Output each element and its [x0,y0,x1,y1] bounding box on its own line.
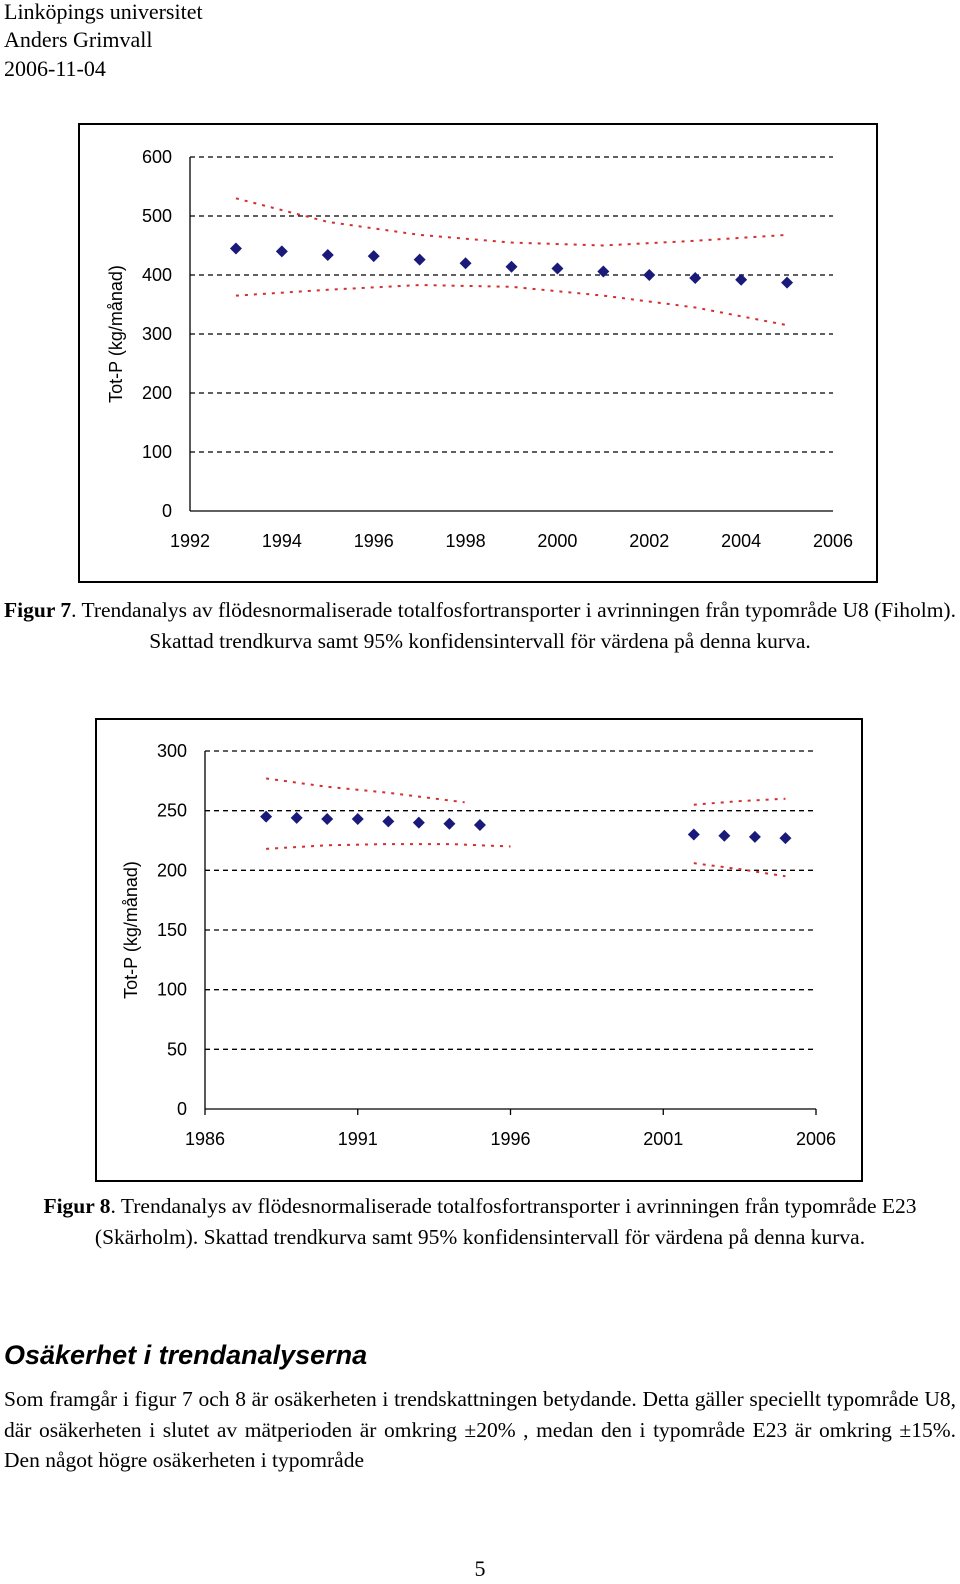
confidence-limit-line [266,778,465,802]
figure-8-chart [95,718,863,1182]
figure-8-plot [97,720,861,1180]
x-tick-label: 2006 [795,1129,837,1149]
page-number: 5 [474,1556,486,1581]
figure-7-label: Figur 7 [4,598,72,622]
y-axis-title: Tot-P (kg/månad) [106,265,126,403]
data-point-diamond [414,254,426,266]
figure-8-caption [4,1191,956,1253]
y-tick-label: 200 [156,860,187,881]
y-tick-label: 300 [156,741,187,761]
x-tick-label: 1991 [337,1129,378,1149]
figure-7-caption [4,595,956,657]
header-institution: Linköpings universitet [4,0,203,24]
data-point-diamond [749,831,761,843]
y-axis-title: Tot-P (kg/månad) [121,861,141,999]
figure-8-caption-text: . Trendanalys av flödesnormaliserade totalfosfortransporter i avrinningen från typområde E23 (Skärholm). Skattad trendkurva samt 95% konfidensintervall för värdena på denna kurva. [94,1194,917,1249]
y-tick-label: 250 [156,800,187,821]
section-heading: Osäkerhet i trendanalyserna [4,1340,368,1370]
data-point-diamond [506,261,518,273]
y-tick-label: 600 [141,147,172,167]
confidence-limit-line [266,844,510,849]
data-point-diamond [597,265,609,277]
x-tick-label: 1986 [184,1129,226,1149]
figure-7-chart [78,123,878,583]
y-tick-label: 300 [141,324,172,344]
confidence-limit-line [236,198,787,245]
data-point-diamond [781,277,793,289]
x-tick-label: 1994 [261,531,302,551]
y-tick-label: 0 [161,501,172,521]
data-point-diamond [291,812,303,824]
x-tick-label: 1998 [445,531,486,551]
header-author: Anders Grimvall [4,27,153,52]
x-tick-label: 2004 [721,531,762,551]
data-point-diamond [688,829,700,841]
x-tick-label: 2000 [537,531,578,551]
data-point-diamond [779,832,791,844]
figure-7-caption-text: . Trendanalys av flödesnormaliserade totalfosfortransporter i avrinningen från typområde U8 (Fiholm). Skattad trendkurva samt 95% konfidensintervall för värdena på denna kurva. [71,598,956,653]
confidence-limit-line [236,285,787,325]
x-tick-label: 1992 [169,531,211,551]
confidence-limit-line [694,863,786,876]
data-point-diamond [718,830,730,842]
data-point-diamond [460,257,472,269]
data-point-diamond [368,250,380,262]
y-tick-label: 0 [176,1099,187,1119]
data-point-diamond [474,819,486,831]
y-tick-label: 200 [141,383,172,403]
y-tick-label: 50 [166,1039,187,1060]
data-point-diamond [643,269,655,281]
y-tick-label: 400 [141,265,172,285]
data-point-diamond [413,817,425,829]
x-tick-label: 2001 [643,1129,684,1149]
data-point-diamond [230,242,242,254]
body-paragraph: Som framgår i figur 7 och 8 är osäkerheten i trendskattningen betydande. Detta gäller speciellt typområde U8, där osäkerheten i slutet av mätperioden är omkring ±20% , medan den i typområde E23 är omkring ±15%. Den något högre osäkerheten i typområde [4,1387,956,1472]
y-tick-label: 500 [141,206,172,226]
data-point-diamond [443,818,455,830]
y-tick-label: 100 [156,979,187,1000]
data-point-diamond [382,815,394,827]
y-tick-label: 150 [156,920,187,940]
data-point-diamond [321,813,333,825]
x-tick-label: 2006 [812,531,854,551]
x-tick-label: 1996 [490,1129,531,1149]
data-point-diamond [735,274,747,286]
y-tick-label: 100 [141,442,172,462]
x-tick-label: 2002 [629,531,670,551]
figure-8-label: Figur 8 [43,1194,111,1218]
data-point-diamond [689,272,701,284]
confidence-limit-line [694,799,786,805]
header-date: 2006-11-04 [4,56,106,81]
data-point-diamond [260,811,272,823]
data-point-diamond [352,813,364,825]
x-tick-label: 1996 [353,531,394,551]
data-point-diamond [276,245,288,257]
data-point-diamond [322,249,334,261]
data-point-diamond [551,263,563,275]
figure-7-plot [80,125,876,581]
